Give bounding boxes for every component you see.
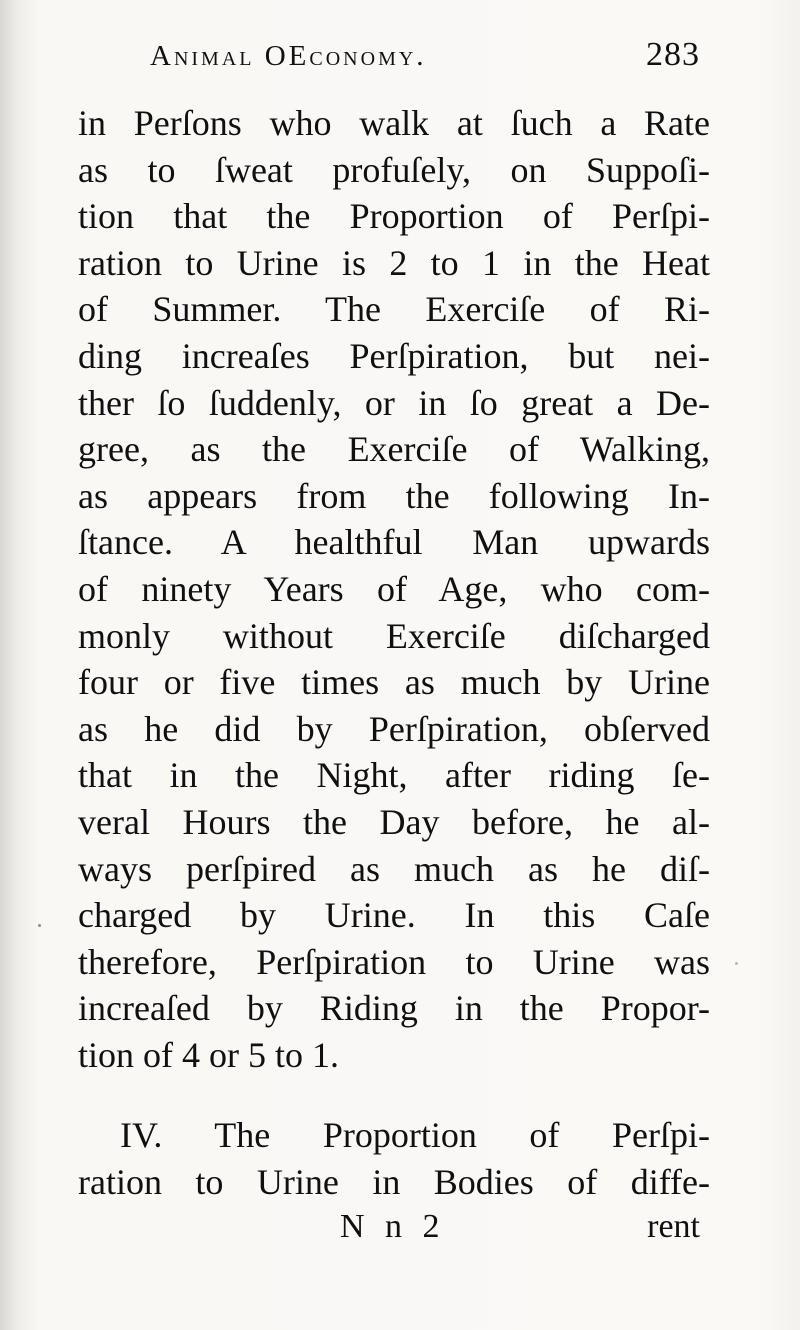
text-line: charged by Urine. In this Caſe xyxy=(78,895,710,936)
page-header xyxy=(150,36,710,80)
page-footer xyxy=(78,1208,710,1254)
text-line: veral Hours the Day before, he al- xyxy=(78,801,710,842)
page-number: 283 xyxy=(646,36,700,73)
running-head: Animal OEconomy. xyxy=(150,40,427,72)
text-line: monly without Exerciſe diſcharged xyxy=(78,615,710,656)
text-line: as to ſweat profuſely, on Suppoſi- xyxy=(78,149,710,190)
text-line: ways perſpired as much as he diſ- xyxy=(78,848,710,889)
section-heading-line: IV. The Proportion of Perſpi- xyxy=(120,1115,710,1155)
text-line: ding increaſes Perſpiration, but nei- xyxy=(78,335,710,376)
text-line: as appears from the following In- xyxy=(78,475,710,516)
text-line: tion of 4 or 5 to 1. xyxy=(78,1034,339,1075)
section-iv xyxy=(78,1112,710,1205)
text-line: of ninety Years of Age, who com- xyxy=(78,568,710,609)
ink-speck xyxy=(38,924,41,927)
text-line: of Summer. The Exerciſe of Ri- xyxy=(78,289,710,330)
body-text xyxy=(78,100,710,1078)
ink-speck xyxy=(735,962,738,965)
text-line: in Perſons who walk at ſuch a Rate xyxy=(78,103,710,143)
text-line: ration to Urine is 2 to 1 in the Heat xyxy=(78,242,710,283)
text-line: ration to Urine in Bodies of diffe- xyxy=(78,1161,710,1202)
text-line: ſtance. A healthful Man upwards xyxy=(78,522,710,563)
text-line: increaſed by Riding in the Propor- xyxy=(78,988,710,1029)
text-line: as he did by Perſpiration, obſerved xyxy=(78,708,710,749)
signature-mark: N n 2 xyxy=(340,1208,446,1245)
text-line: that in the Night, after riding ſe- xyxy=(78,755,710,796)
text-line: gree, as the Exerciſe of Walking, xyxy=(78,429,710,470)
text-line: ther ſo ſuddenly, or in ſo great a De- xyxy=(78,382,710,423)
text-line: four or five times as much by Urine xyxy=(78,662,710,703)
catchword: rent xyxy=(647,1208,700,1245)
text-line: therefore, Perſpiration to Urine was xyxy=(78,941,710,982)
text-line: tion that the Proportion of Perſpi- xyxy=(78,196,710,237)
